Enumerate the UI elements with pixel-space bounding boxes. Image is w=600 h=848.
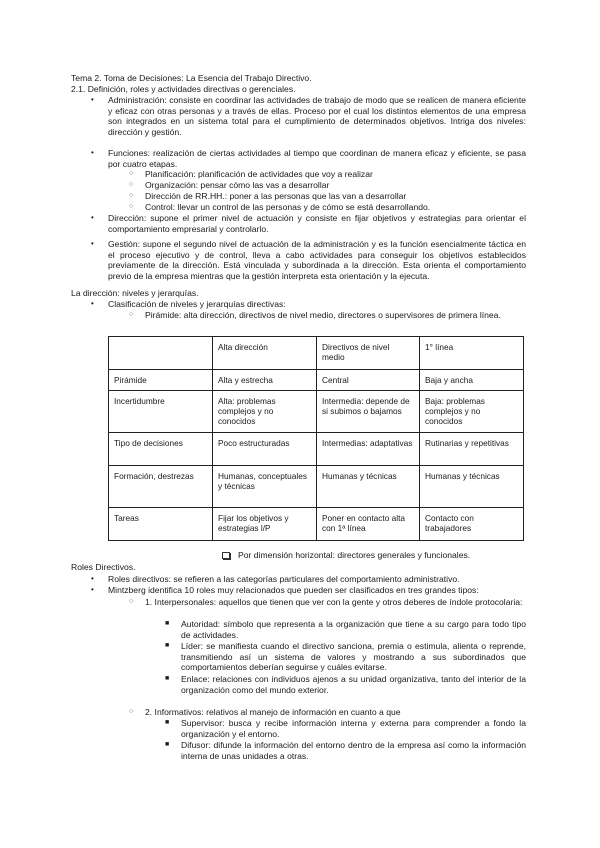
square-bullet-icon: ■: [165, 719, 170, 726]
table-cell: Poner en contacto alta con 1ª línea: [317, 508, 420, 541]
paragraph-administracion: Administración: consiste en coordinar las actividades de trabajo de modo que se realicen de manera eficiente y eficaz con otras personas y a través de ellas. Proceso por el cual los distintos elementos de una empresa son integrados en un sistema total para el cumplimiento de determinados objetivos. Intriga dos niveles: dirección y gestión.: [108, 95, 526, 137]
table-row: [109, 466, 524, 508]
bullet-icon: •: [91, 299, 94, 308]
circle-bullet-icon: ○: [129, 708, 134, 715]
table-header-cell: Alta dirección: [213, 337, 317, 370]
table-row-label: Tareas: [109, 508, 213, 541]
table-cell: Poco estructuradas: [213, 433, 317, 466]
table-cell: Alta y estrecha: [213, 370, 317, 391]
table-cell: Intermedias: adaptativas: [317, 433, 420, 466]
list-item-organizacion: Organización: pensar cómo las vas a desarrollar: [145, 180, 330, 190]
niveles-heading: La dirección: niveles y jerarquías.: [71, 288, 199, 298]
list-item-difusor: Difusor: difunde la información del entorno dentro de la empresa así como la información interna de unas unidades a otras.: [181, 740, 526, 761]
bullet-icon: •: [91, 148, 94, 157]
table-cell: Fijar los objetivos y estrategias l/P: [213, 508, 317, 541]
circle-bullet-icon: ○: [129, 311, 134, 318]
paragraph-direccion: Dirección: supone el primer nivel de actuación y consiste en fijar objetivos y estrategias para orientar el comportamiento empresarial y controlarlo.: [108, 213, 526, 234]
list-item-interpersonales: 1. Interpersonales: aquellos que tienen que ver con la gente y otros deberes de índole protocolaria:: [145, 597, 523, 607]
levels-comparison-table: [108, 336, 524, 541]
table-row: [109, 508, 524, 541]
bullet-icon: •: [91, 95, 94, 104]
list-item-autoridad: Autoridad: símbolo que representa a la organización que tiene a su cargo para todo tipo de actividades.: [181, 619, 526, 640]
table-row: [109, 370, 524, 391]
table-row-label: Pirámide: [109, 370, 213, 391]
circle-bullet-icon: ○: [129, 181, 134, 188]
table-cell: Baja: problemas complejos y no conocidos: [420, 391, 524, 433]
table-header-row: [109, 337, 524, 370]
list-item-informativos: 2. Informativos: relativos al manejo de información en cuanto a que: [145, 707, 401, 717]
table-row-label: Tipo de decisiones: [109, 433, 213, 466]
document-title: Tema 2. Toma de Decisiones: La Esencia del Trabajo Directivo.: [71, 73, 312, 83]
table-header-cell: [109, 337, 213, 370]
table-row-label: Incertidumbre: [109, 391, 213, 433]
paragraph-horizontal: Por dimensión horizontal: directores generales y funcionales.: [238, 550, 471, 560]
roles-heading: Roles Directivos.: [71, 562, 136, 572]
table-header-cell: Directivos de nivel medio: [317, 337, 420, 370]
section-heading-2-1: 2.1. Definición, roles y actividades directivas o gerenciales.: [71, 84, 296, 94]
table-cell: Humanas y técnicas: [317, 466, 420, 508]
bullet-icon: •: [91, 574, 94, 583]
table-cell: Intermedia: depende de si subimos o bajamos: [317, 391, 420, 433]
circle-bullet-icon: ○: [129, 598, 134, 605]
checkbox-bullet-icon: [222, 552, 230, 559]
list-item-direccion-rrhh: Dirección de RR.HH.: poner a las personas que las van a desarrollar: [145, 191, 407, 201]
paragraph-funciones: Funciones: realización de ciertas actividades al tiempo que coordinan de manera eficaz y eficiente, se pasa por cuatro etapas.: [108, 148, 526, 169]
list-item-planificacion: Planificación: planificación de actividades que voy a realizar: [145, 169, 373, 179]
paragraph-clasificacion: Clasificación de niveles y jerarquías directivas:: [108, 299, 286, 309]
square-bullet-icon: ■: [165, 620, 170, 627]
bullet-icon: •: [91, 585, 94, 594]
table-cell: Contacto con trabajadores: [420, 508, 524, 541]
list-item-supervisor: Supervisor: busca y recibe información interna y externa para comprender a fondo la organización y el entorno.: [181, 718, 526, 739]
square-bullet-icon: ■: [165, 675, 170, 682]
table-cell: Rutinarias y repetitivas: [420, 433, 524, 466]
table-cell: Humanas, conceptuales y técnicas: [213, 466, 317, 508]
list-item-lider: Líder: se manifiesta cuando el directivo sanciona, premia o estimula, alienta o reprende, transmitiendo así un sistema de valores y mostrando a sus subordinados que comportamientos deberían seguirse y cuáles evitarse.: [181, 641, 526, 673]
table-row-label: Formación, destrezas: [109, 466, 213, 508]
table-row: [109, 433, 524, 466]
circle-bullet-icon: ○: [129, 170, 134, 177]
table-row: [109, 391, 524, 433]
list-item-enlace: Enlace: relaciones con individuos ajenos a su unidad organizativa, tanto del interior de la organización como del mundo exterior.: [181, 674, 526, 695]
square-bullet-icon: ■: [165, 642, 170, 649]
circle-bullet-icon: ○: [129, 192, 134, 199]
square-bullet-icon: ■: [165, 741, 170, 748]
table-cell: Baja y ancha: [420, 370, 524, 391]
table-header-cell: 1° línea: [420, 337, 524, 370]
table-cell: Central: [317, 370, 420, 391]
circle-bullet-icon: ○: [129, 203, 134, 210]
table-cell: Humanas y técnicas: [420, 466, 524, 508]
paragraph-roles-directivos: Roles directivos: se refieren a las categorías particulares del comportamiento administrativo.: [108, 574, 460, 584]
bullet-icon: •: [91, 213, 94, 222]
paragraph-mintzberg: Mintzberg identifica 10 roles muy relacionados que pueden ser clasificados en tres grandes tipos:: [108, 585, 479, 595]
paragraph-gestion: Gestión: supone el segundo nivel de actuación de la administración y es la función esencialmente táctica en el proceso ejecutivo y de control, lleva a cabo actividades para conseguir los objetivos establecidos previamente de la dirección. Está vinculada y subordinada a la dirección. Esta orienta el comportamiento previo de la empresa mientras que la gestión interpreta esta orientación y la ejecuta.: [108, 239, 526, 281]
list-item-control: Control: llevar un control de las personas y de cómo se está desarrollando.: [145, 202, 431, 212]
bullet-icon: •: [91, 239, 94, 248]
table-cell: Alta: problemas complejos y no conocidos: [213, 391, 317, 433]
list-item-piramide: Pirámide: alta dirección, directivos de nivel medio, directores o supervisores de primera línea.: [145, 310, 501, 320]
